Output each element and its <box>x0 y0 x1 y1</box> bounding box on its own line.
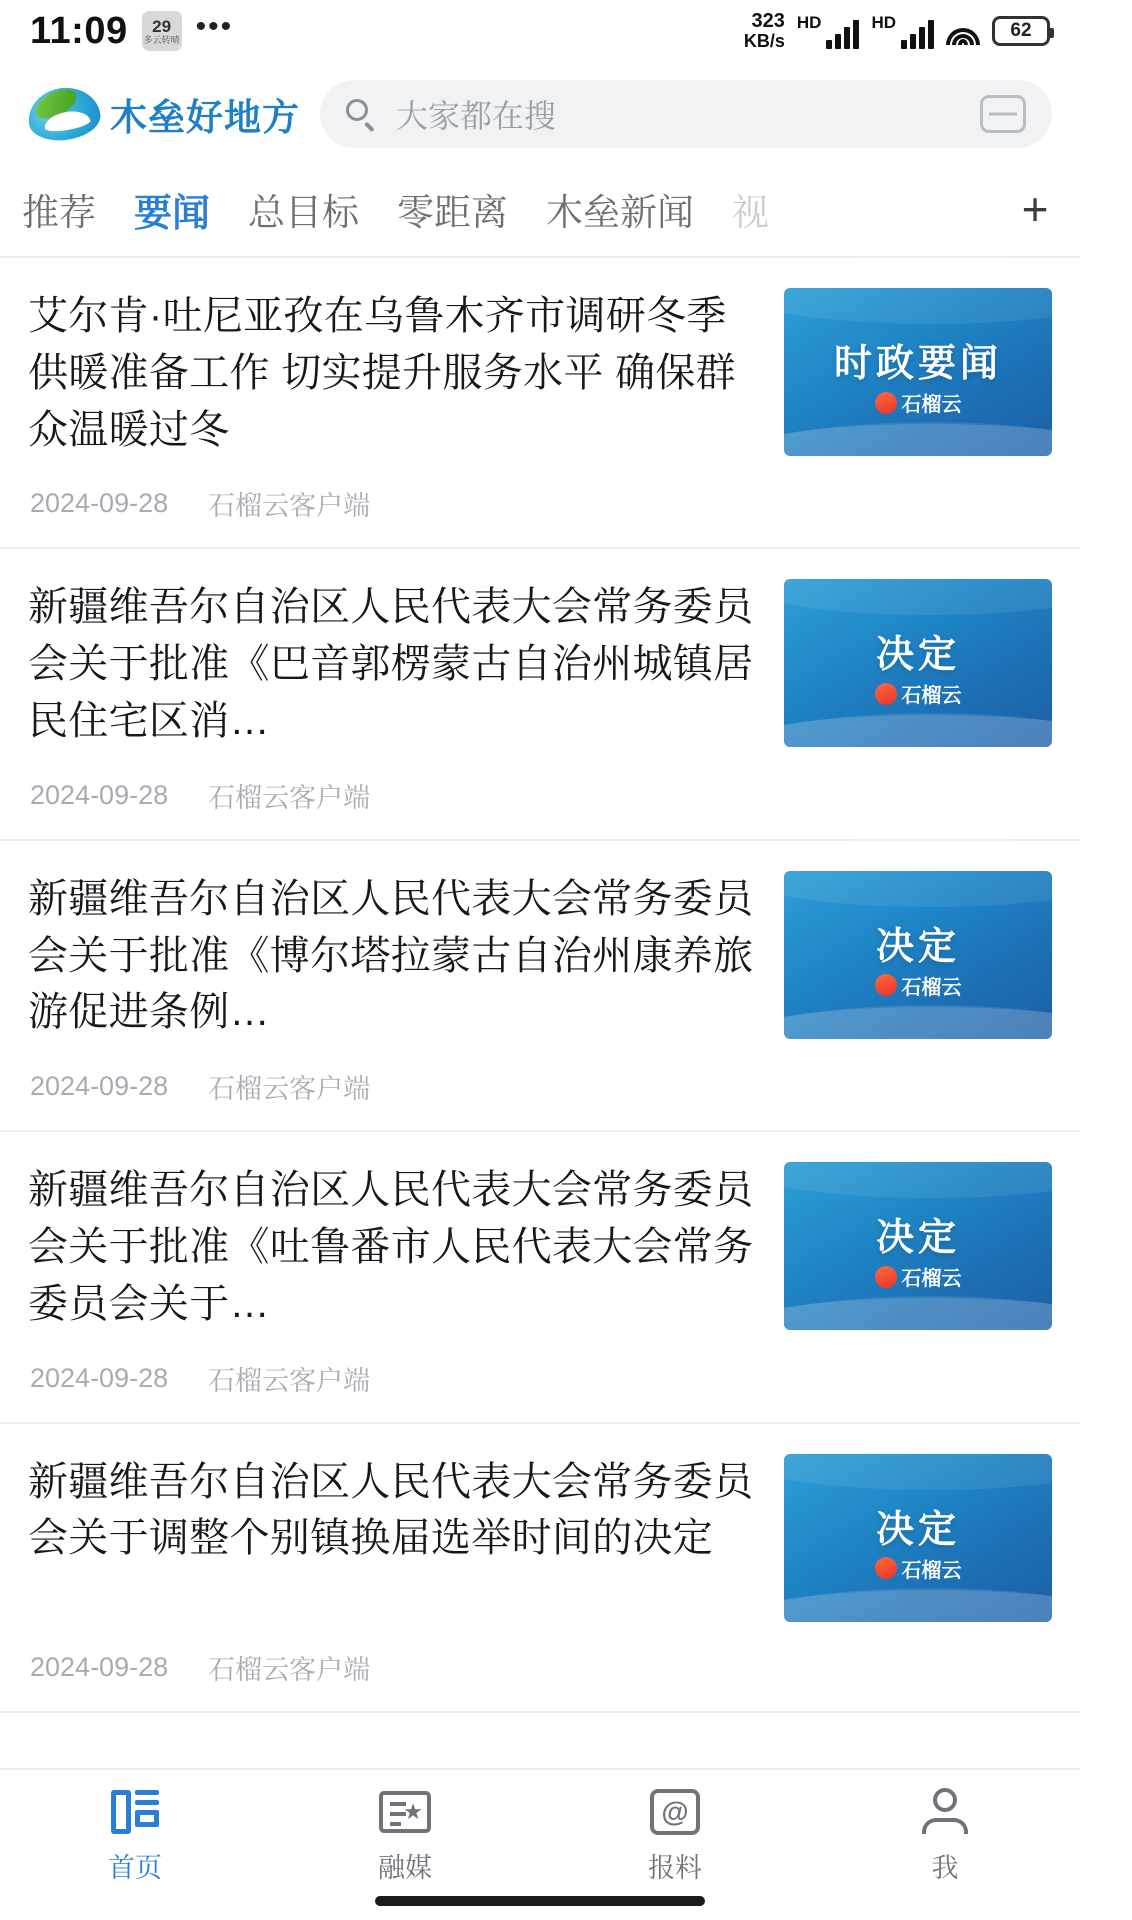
mulei-leaf-logo-icon <box>28 88 100 140</box>
news-title[interactable]: 新疆维吾尔自治区人民代表大会常务委员会关于调整个别镇换届选举时间的决定 <box>28 1459 754 1561</box>
news-date: 2024-09-28 <box>30 1651 169 1682</box>
nav-item-me[interactable] <box>810 1784 1080 1885</box>
weather-badge <box>142 11 182 51</box>
news-title[interactable]: 新疆维吾尔自治区人民代表大会常务委员会关于批准《博尔塔拉蒙古自治州康养旅游促进条例… <box>28 876 754 1035</box>
news-date: 2024-09-28 <box>30 1071 169 1102</box>
news-thumbnail[interactable] <box>784 579 1052 747</box>
sim2-signal <box>871 13 934 49</box>
sim2-hd-label: HD <box>871 12 896 32</box>
news-title[interactable]: 艾尔肯·吐尼亚孜在乌鲁木齐市调研冬季供暖准备工作 切实提升服务水平 确保群众温暖过冬 <box>28 294 736 452</box>
home-news-icon <box>0 1784 270 1840</box>
battery-level: 62 <box>1010 19 1032 41</box>
thumbnail-brand: 石榴云 <box>901 976 962 999</box>
thumbnail-label: 决定 <box>875 1217 960 1260</box>
news-source: 石榴云客户端 <box>208 782 371 813</box>
news-item[interactable] <box>0 258 1080 549</box>
thumbnail-label: 时政要闻 <box>833 343 1002 385</box>
weather-desc: 多云转晴 <box>143 34 180 45</box>
app-logo-text: 木垒好地方 <box>110 97 300 138</box>
shiliuyun-brand-icon <box>784 679 1052 708</box>
at-report-icon: @ <box>540 1784 810 1840</box>
status-clock: 11:09 <box>30 9 128 52</box>
news-date: 2024-09-28 <box>30 779 169 810</box>
news-item[interactable] <box>0 1132 1080 1423</box>
person-icon <box>810 1784 1080 1840</box>
tab-zongmubiao[interactable]: 总目标 <box>248 192 360 233</box>
news-item[interactable] <box>0 841 1080 1132</box>
nav-item-home[interactable] <box>0 1784 270 1885</box>
news-source: 石榴云客户端 <box>208 491 371 522</box>
battery-icon <box>992 16 1050 46</box>
nav-label-report: 报料 <box>648 1853 702 1883</box>
home-gesture-bar[interactable] <box>375 1896 705 1906</box>
news-source: 石榴云客户端 <box>208 1654 371 1685</box>
more-dots-icon: ••• <box>195 10 234 43</box>
status-bar-right <box>744 11 1050 51</box>
tab-lingjuli[interactable]: 零距离 <box>397 192 509 233</box>
net-speed-value: 323 <box>751 10 785 33</box>
news-source: 石榴云客户端 <box>208 1074 371 1105</box>
news-item[interactable] <box>0 549 1080 840</box>
wifi-icon <box>946 17 980 45</box>
nav-label-media: 融媒 <box>378 1853 432 1883</box>
news-title[interactable]: 新疆维吾尔自治区人民代表大会常务委员会关于批准《巴音郭楞蒙古自治州城镇居民住宅区消… <box>28 585 754 743</box>
shiliuyun-brand-icon <box>784 1554 1052 1583</box>
app-header <box>0 62 1080 166</box>
net-speed-unit: KB/s <box>743 31 785 52</box>
thumbnail-label: 决定 <box>875 925 960 968</box>
signal-bars-icon <box>826 19 859 49</box>
news-date: 2024-09-28 <box>30 488 169 519</box>
tabs-scroll[interactable] <box>22 182 1058 241</box>
thumbnail-label: 决定 <box>875 1508 960 1551</box>
thumbnail-brand: 石榴云 <box>901 1268 962 1291</box>
tab-yaowen[interactable]: 要闻 <box>134 192 211 235</box>
news-thumbnail[interactable] <box>784 288 1052 456</box>
thumbnail-brand: 石榴云 <box>901 685 962 708</box>
news-source: 石榴云客户端 <box>208 1365 371 1396</box>
news-list[interactable] <box>0 258 1080 1685</box>
shiliuyun-brand-icon <box>784 388 1052 417</box>
switch-input-icon[interactable] <box>980 95 1026 133</box>
thumbnail-label: 决定 <box>875 634 960 677</box>
tab-shipin[interactable]: 视 <box>732 192 770 233</box>
nav-label-home: 首页 <box>108 1853 162 1883</box>
sim1-hd-label: HD <box>796 12 822 32</box>
sim1-signal <box>797 13 860 49</box>
tab-muleixinwen[interactable]: 木垒新闻 <box>546 192 695 233</box>
app-logo[interactable] <box>28 87 300 141</box>
nav-label-me: 我 <box>931 1853 959 1883</box>
thumbnail-brand: 石榴云 <box>901 394 962 416</box>
category-tabs[interactable] <box>0 166 1080 258</box>
news-thumbnail[interactable] <box>784 1162 1052 1330</box>
nav-item-report[interactable] <box>540 1784 810 1885</box>
search-icon <box>346 99 376 129</box>
thumbnail-brand: 石榴云 <box>901 1559 962 1582</box>
weather-temp: 29 <box>152 16 172 36</box>
nav-item-media[interactable] <box>270 1784 540 1885</box>
news-item[interactable] <box>0 1424 1080 1713</box>
tab-tuijian[interactable]: 推荐 <box>22 192 96 233</box>
status-bar-left <box>30 10 233 53</box>
news-date: 2024-09-28 <box>30 1362 169 1393</box>
add-channel-button[interactable]: + <box>1012 188 1058 234</box>
news-title[interactable]: 新疆维吾尔自治区人民代表大会常务委员会关于批准《吐鲁番市人民代表大会常务委员会关于… <box>28 1168 754 1326</box>
shiliuyun-brand-icon <box>784 971 1052 1000</box>
search-bar[interactable] <box>320 80 1052 148</box>
shiliuyun-brand-icon <box>784 1262 1052 1291</box>
search-input[interactable]: 大家都在搜 <box>396 98 557 134</box>
media-star-icon: ★ <box>270 1784 540 1840</box>
news-thumbnail[interactable] <box>784 871 1052 1039</box>
net-speed-indicator <box>744 11 785 51</box>
status-bar <box>0 0 1080 62</box>
news-thumbnail[interactable] <box>784 1454 1052 1622</box>
signal-bars-icon <box>901 19 934 49</box>
